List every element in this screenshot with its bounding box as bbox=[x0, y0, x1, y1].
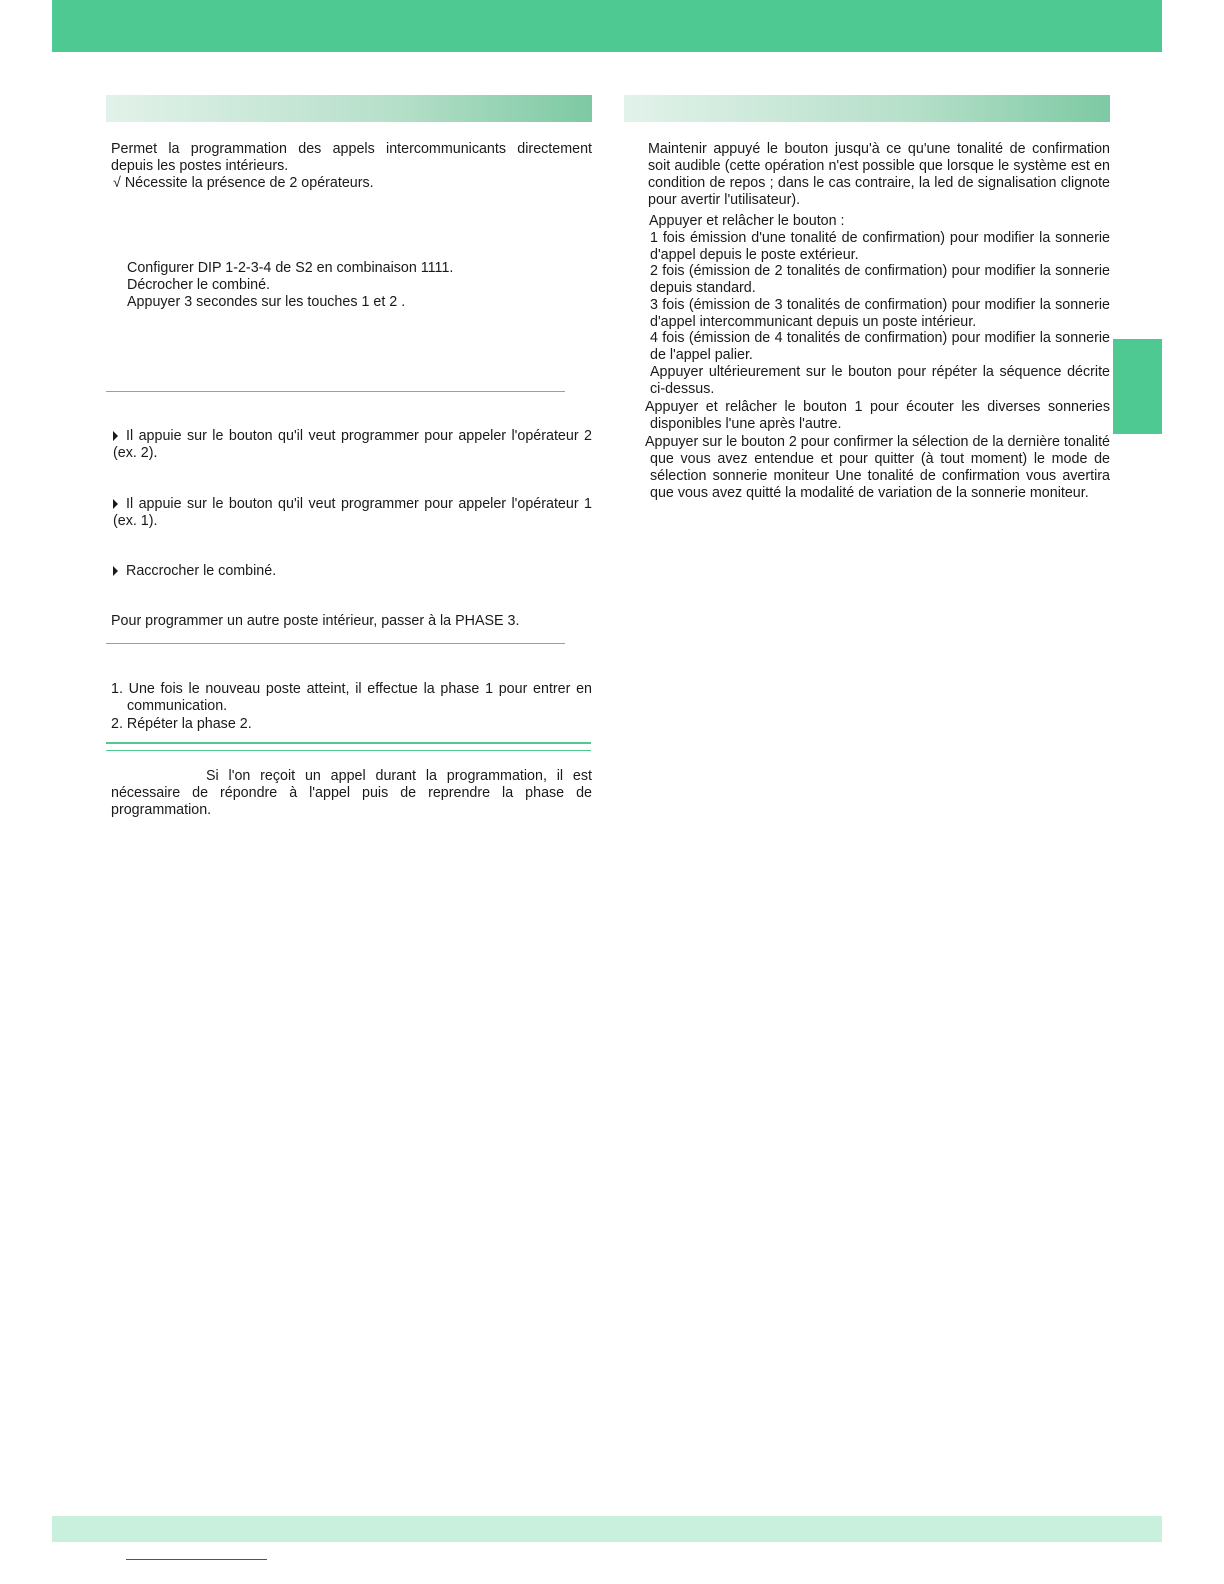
check-icon: √ bbox=[113, 175, 121, 191]
warning-rule-top bbox=[106, 742, 591, 744]
phase-3-note: Pour programmer un autre poste intérieur, passer à la PHASE 3. bbox=[111, 613, 520, 629]
triangle-bullet-icon bbox=[113, 499, 118, 509]
step-pick-up-handset: Décrocher le combiné. bbox=[127, 277, 271, 293]
right-option-1: 1 fois émission d'une tonalité de confirmation) pour modifier la sonnerie d'appel depuis le poste extérieur. bbox=[650, 230, 1110, 263]
right-option-3: 3 fois (émission de 3 tonalités de confirmation) pour modifier la sonnerie d'appel intercommunicant depuis un poste intérieur. bbox=[650, 297, 1110, 330]
action-text: Il appuie sur le bouton qu'il veut programmer pour appeler l'opérateur 1 (ex. 1). bbox=[113, 496, 592, 529]
action-text: Raccrocher le combiné. bbox=[126, 563, 277, 579]
left-section-header-bar bbox=[106, 95, 592, 122]
section-divider bbox=[106, 391, 565, 392]
step-configure-dip: Configurer DIP 1-2-3-4 de S2 en combinaison 1111. bbox=[127, 260, 454, 276]
numbered-item-1: 1. Une fois le nouveau poste atteint, il effectue la phase 1 pour entrer en communication. bbox=[111, 681, 592, 714]
step-press-keys: Appuyer 3 secondes sur les touches 1 et 2 . bbox=[127, 294, 406, 310]
right-paragraph-press-release: Appuyer et relâcher le bouton : bbox=[649, 213, 845, 229]
right-option-2: 2 fois (émission de 2 tonalités de confirmation) pour modifier la sonnerie depuis standard. bbox=[650, 263, 1110, 296]
operators-note-text: Nécessite la présence de 2 opérateurs. bbox=[124, 175, 374, 191]
numbered-item-2: 2. Répéter la phase 2. bbox=[111, 716, 252, 732]
section-divider bbox=[106, 643, 565, 644]
operators-note bbox=[113, 175, 374, 192]
action-call-operator-2 bbox=[113, 428, 592, 462]
right-paragraph-repeat: Appuyer ultérieurement sur le bouton pour répéter la séquence décrite ci-dessus. bbox=[650, 364, 1110, 397]
action-text: Il appuie sur le bouton qu'il veut programmer pour appeler l'opérateur 2 (ex. 2). bbox=[113, 428, 592, 461]
action-call-operator-1 bbox=[113, 496, 592, 530]
warning-paragraph: Si l'on reçoit un appel durant la programmation, il est nécessaire de répondre à l'appel puis de reprendre la phase de programmation. bbox=[111, 768, 592, 818]
triangle-bullet-icon bbox=[113, 431, 118, 441]
triangle-bullet-icon bbox=[113, 566, 118, 576]
section-side-tab bbox=[1113, 339, 1162, 434]
right-option-4: 4 fois (émission de 4 tonalités de confirmation) pour modifier la sonnerie de l'appel palier. bbox=[650, 330, 1110, 363]
warning-rule-bottom bbox=[106, 750, 591, 751]
intro-paragraph: Permet la programmation des appels intercommunicants directement depuis les postes intérieurs. bbox=[111, 141, 592, 174]
right-paragraph-hold-button: Maintenir appuyé le bouton jusqu'à ce qu'une tonalité de confirmation soit audible (cette opération n'est possible que lorsque le système est en condition de repos ; dans le cas contraire, la led de signalisation clignote pour avertir l'utilisateur). bbox=[648, 141, 1110, 208]
right-section-header-bar bbox=[624, 95, 1110, 122]
action-hang-up bbox=[113, 563, 276, 580]
footer-rule bbox=[126, 1559, 267, 1560]
footer-band bbox=[52, 1516, 1162, 1542]
header-band bbox=[52, 0, 1162, 52]
right-paragraph-confirm: Appuyer sur le bouton 2 pour confirmer la sélection de la dernière tonalité que vous avez entendue et pour quitter (à tout moment) le mode de sélection sonnerie moniteur Une tonalité de confirmation vous avertira que vous avez quitté la modalité de variation de la sonnerie moniteur. bbox=[645, 434, 1110, 501]
right-paragraph-listen: Appuyer et relâcher le bouton 1 pour écouter les diverses sonneries disponibles l'une après l'autre. bbox=[645, 399, 1110, 432]
